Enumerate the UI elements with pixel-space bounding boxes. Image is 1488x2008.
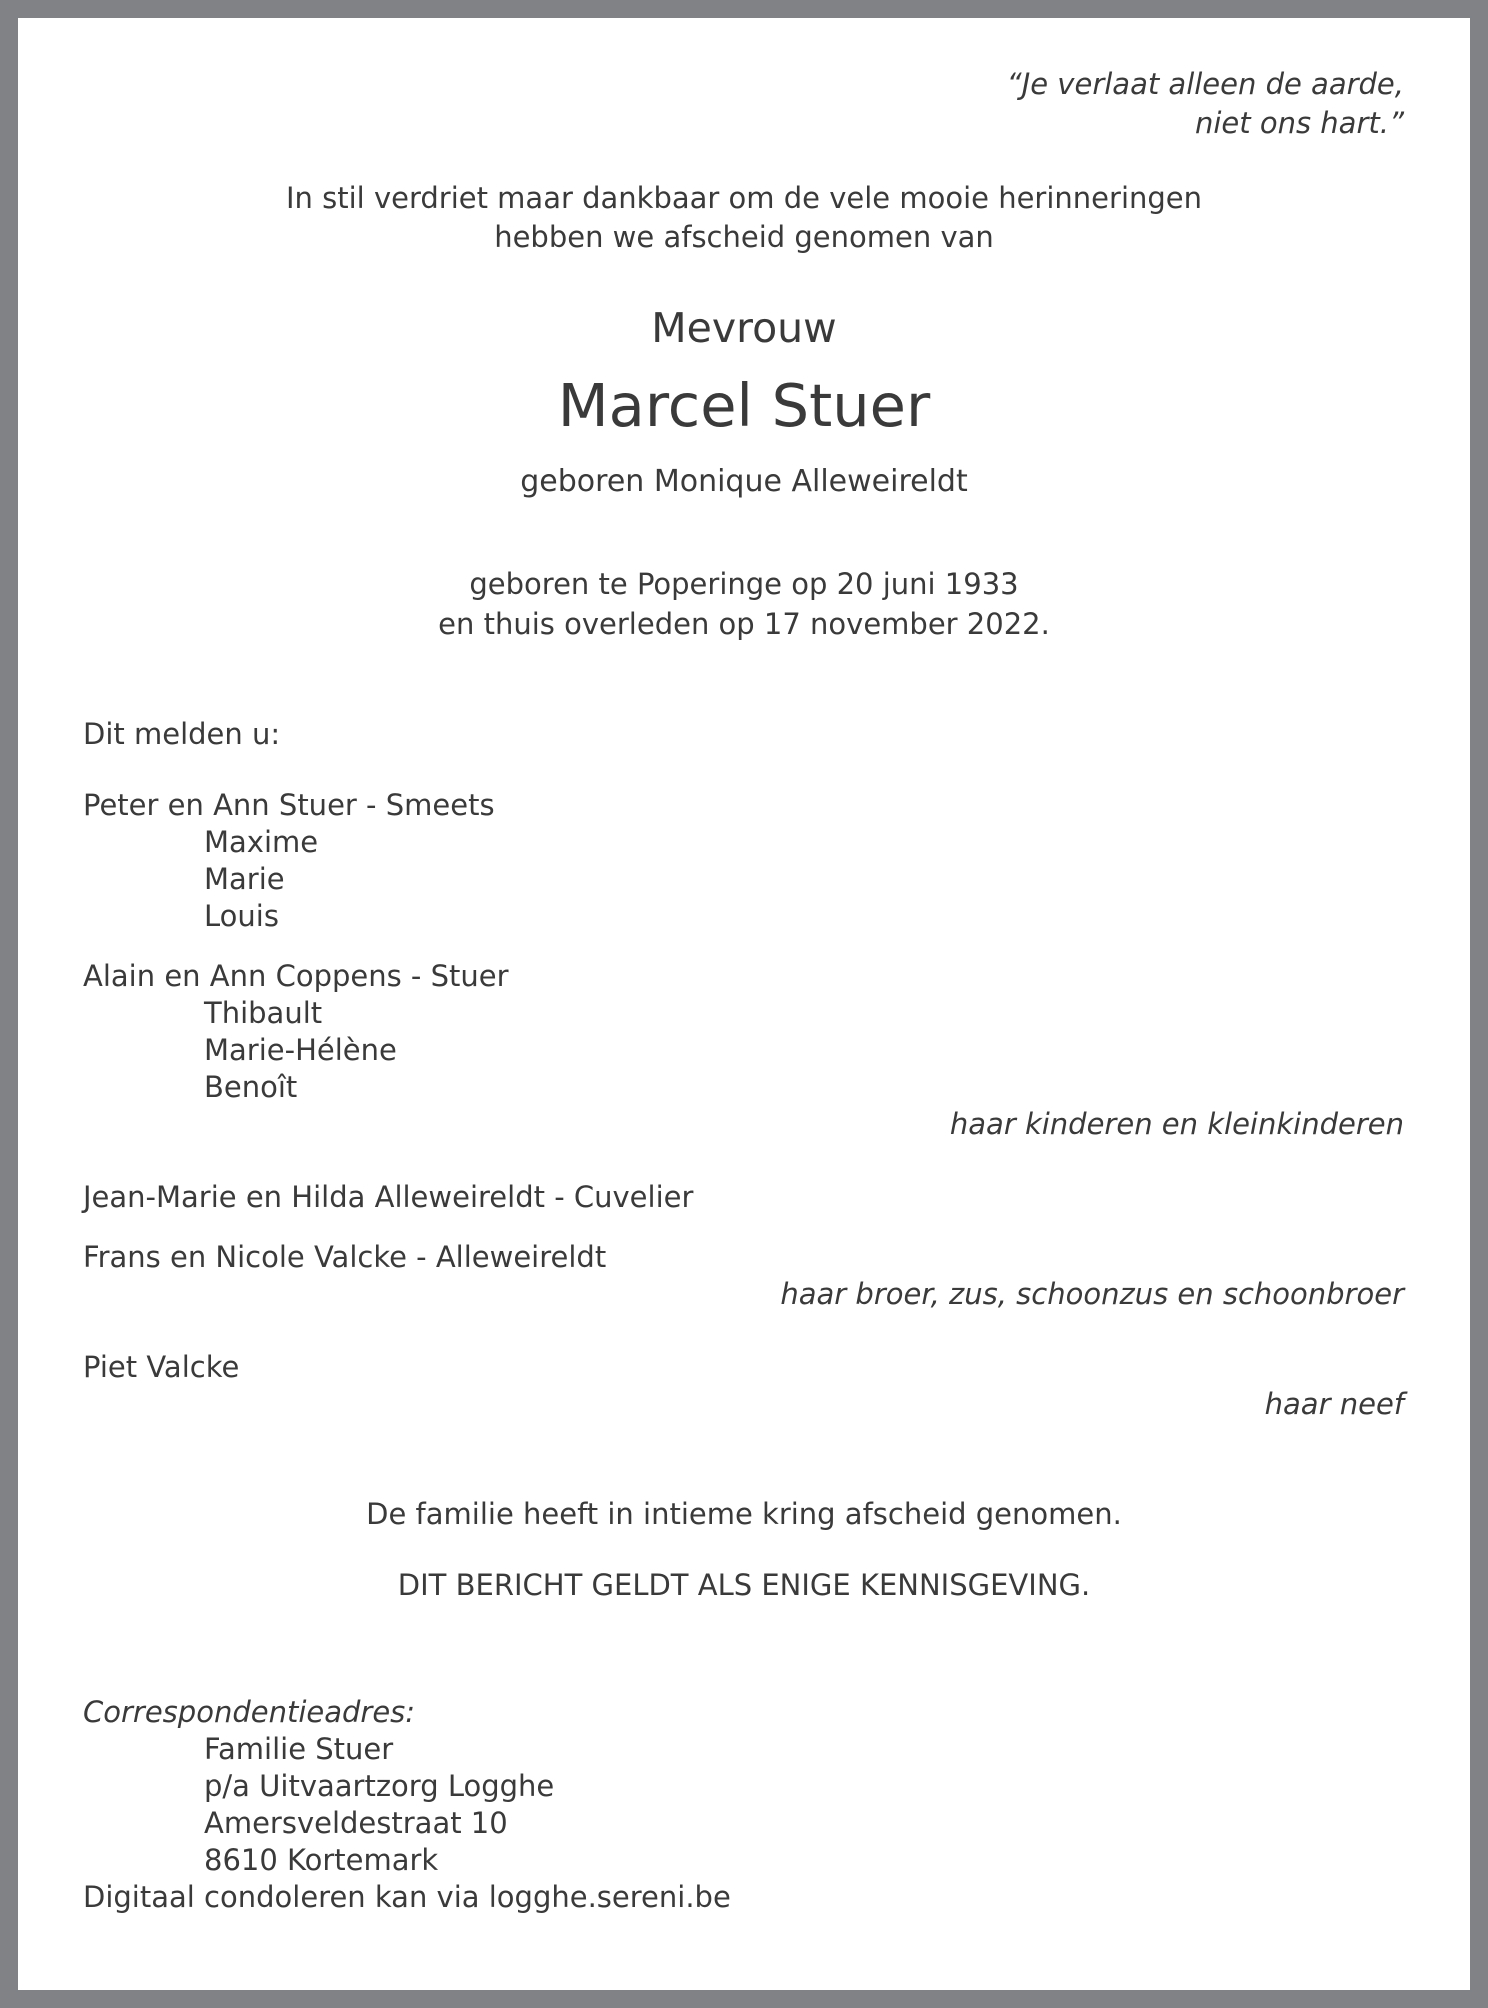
family-group2-child: Marie-Hélène: [204, 1033, 397, 1067]
deceased-title: Mevrouw: [651, 304, 837, 352]
family-group1-child: Louis: [204, 899, 279, 933]
family-group2-parents: Alain en Ann Coppens - Stuer: [83, 959, 509, 993]
correspondence-label: Correspondentieadres:: [83, 1695, 416, 1729]
correspondence-line: p/a Uitvaartzorg Logghe: [204, 1769, 555, 1803]
family-group1-child: Maxime: [204, 825, 319, 859]
intro-line-2: hebben we afscheid genomen van: [494, 220, 994, 254]
relation-children: haar kinderen en kleinkinderen: [949, 1107, 1404, 1141]
family-group2-child: Thibault: [204, 996, 323, 1030]
deceased-name: Marcel Stuer: [557, 371, 931, 440]
family-group2-child: Benoît: [204, 1070, 298, 1104]
deceased-birth-name: geboren Monique Alleweireldt: [520, 464, 968, 499]
correspondence-line: 8610 Kortemark: [204, 1843, 439, 1877]
relation-nephew: haar neef: [1264, 1387, 1404, 1421]
family-group1-parents: Peter en Ann Stuer - Smeets: [83, 788, 495, 822]
obituary-card: [18, 18, 1470, 1990]
correspondence-line: Familie Stuer: [204, 1732, 394, 1766]
family-group1-child: Marie: [204, 862, 285, 896]
quote-line-2: niet ons hart.”: [1194, 106, 1404, 140]
sibling-entry: Frans en Nicole Valcke - Alleweireldt: [83, 1240, 607, 1274]
dates-line-1: geboren te Poperinge op 20 juni 1933: [469, 567, 1019, 601]
condolences-link[interactable]: Digitaal condoleren kan via logghe.sereni.be: [83, 1880, 731, 1914]
quote-line-1: “Je verlaat alleen de aarde,: [1006, 67, 1404, 101]
sibling-entry: Jean-Marie en Hilda Alleweireldt - Cuvelier: [83, 1180, 694, 1214]
announcers-label: Dit melden u:: [83, 717, 281, 751]
closing-line-1: De familie heeft in intieme kring afscheid genomen.: [366, 1497, 1122, 1531]
relation-siblings: haar broer, zus, schoonzus en schoonbroer: [780, 1277, 1404, 1311]
closing-line-2: DIT BERICHT GELDT ALS ENIGE KENNISGEVING.: [397, 1568, 1091, 1602]
correspondence-line: Amersveldestraat 10: [204, 1806, 508, 1840]
intro-line-1: In stil verdriet maar dankbaar om de vele mooie herinneringen: [285, 181, 1203, 215]
dates-line-2: en thuis overleden op 17 november 2022.: [438, 607, 1050, 641]
nephew-entry: Piet Valcke: [83, 1350, 240, 1384]
